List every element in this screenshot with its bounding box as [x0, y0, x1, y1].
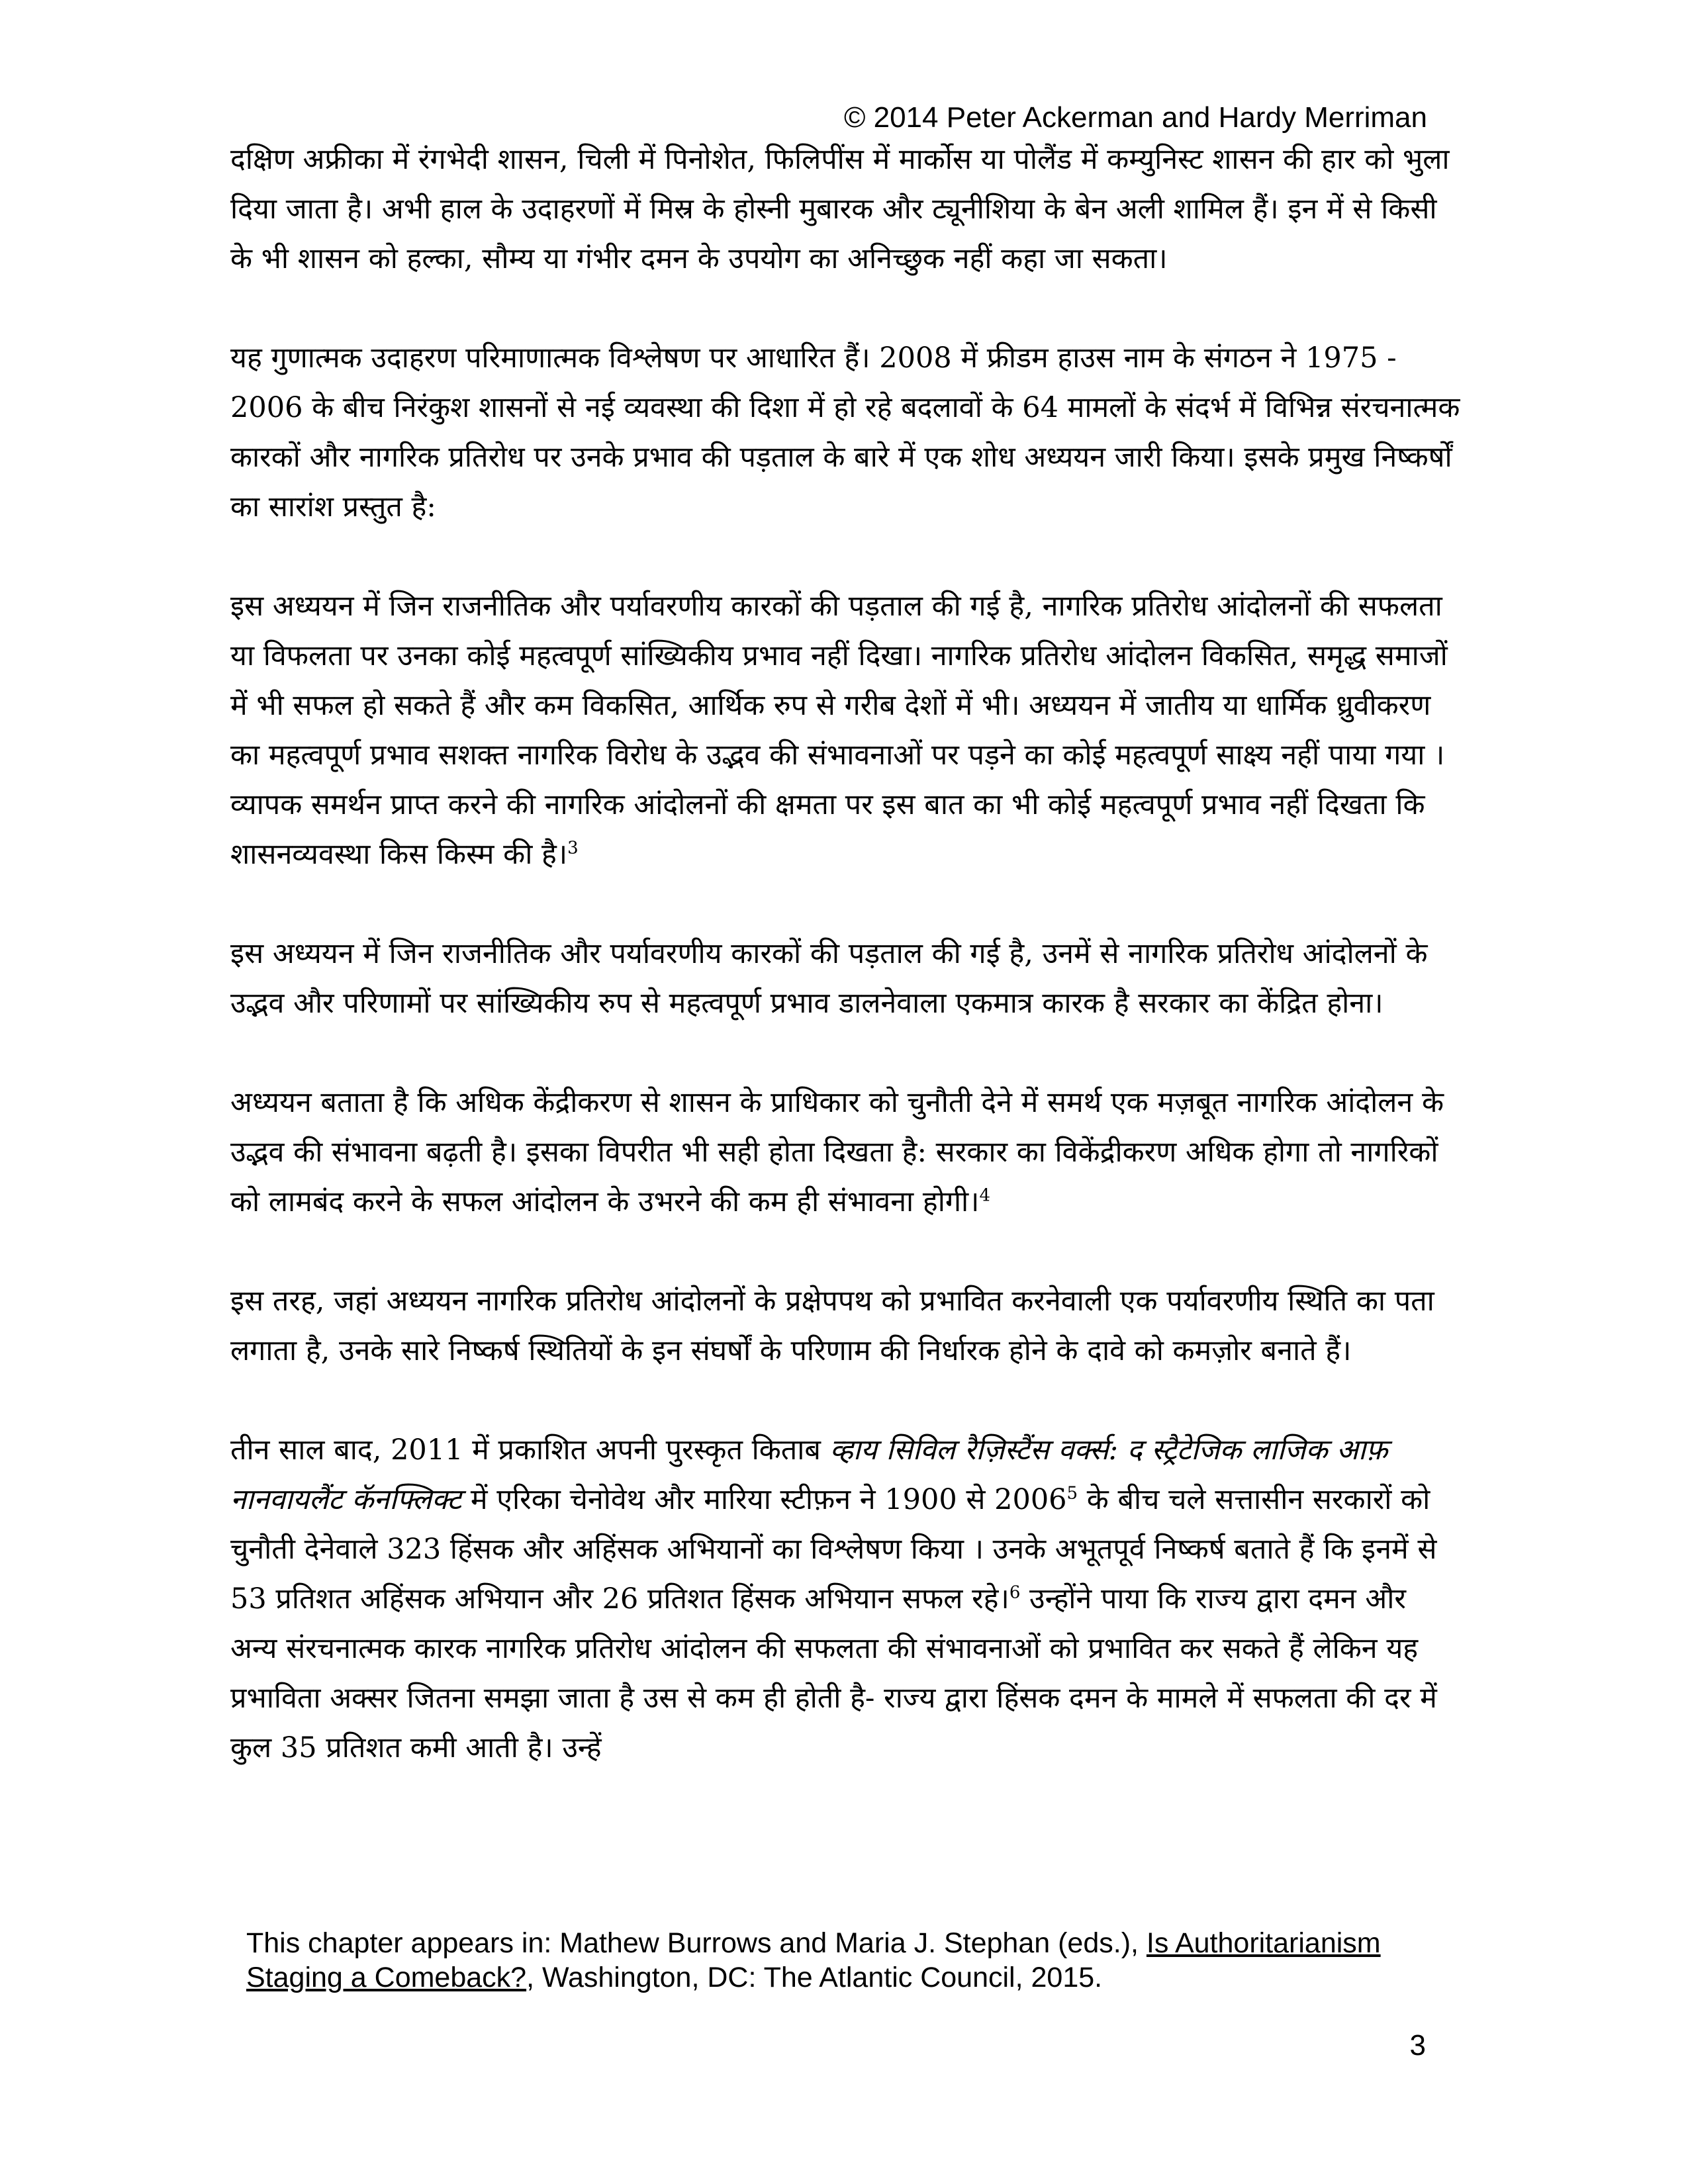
book-title: व्हाय सिविल रैज़िस्टैंस वर्क्स: द स्ट्रैटेजिक लाजिक आफ़ नानवायलैंट कॅनफ्लिक्ट	[230, 1433, 1388, 1516]
paragraph-5	[230, 1078, 1462, 1227]
paragraph-7-text-a: तीन साल बाद, 2011 में प्रकाशित अपनी पुरस्कृत किताब	[230, 1433, 830, 1467]
paragraph-7-text-d: उन्होंने पाया कि राज्य द्वारा दमन और अन्य संरचनात्मक कारक नागरिक प्रतिरोध आंदोलन की सफलता की संभावनाओं को प्रभावित कर सकते हैं लेकिन यह प्रभाविता अक्सर जितना समझा जाता है उस से कम ही होती है- राज्य द्वारा हिंसक दमन के मामले में सफलता की दर में कुल 35 प्रतिशत कमी आती है। उन्हें	[230, 1582, 1437, 1764]
source-note	[246, 1926, 1438, 1995]
source-prefix: This chapter appears in: Mathew Burrows and Maria J. Stephan (eds.),	[246, 1927, 1147, 1959]
paragraph-7	[230, 1426, 1462, 1773]
body-text	[230, 135, 1462, 1823]
footnote-ref-4[interactable]: 4	[979, 1185, 991, 1206]
footnote-ref-6[interactable]: 6	[1009, 1582, 1021, 1603]
page-number: 3	[1409, 2029, 1426, 2062]
footnote-ref-5[interactable]: 5	[1066, 1483, 1078, 1504]
paragraph-5-text: अध्ययन बताता है कि अधिक केंद्रीकरण से शासन के प्राधिकार को चुनौती देने में समर्थ एक मज़बूत नागरिक आंदोलन के उद्भव की संभावना बढ़ती है। इसका विपरीत भी सही होता दिखता है: सरकार का विकेंद्रीकरण अधिक होगा तो नागरिकों को लामबंद करने के सफल आंदोलन के उभरने की कम ही संभावना होगी।	[230, 1086, 1444, 1218]
paragraph-3-text: इस अध्ययन में जिन राजनीतिक और पर्यावरणीय कारकों की पड़ताल की गई है, नागरिक प्रतिरोध आंदोलनों की सफलता या विफलता पर उनका कोई महत्वपूर्ण सांख्यिकीय प्रभाव नहीं दिखा। नागरिक प्रतिरोध आंदोलन विकसित, समृद्ध समाजों में भी सफल हो सकते हैं और कम विकसित, आर्थिक रुप से गरीब देशों में भी। अध्ययन में जातीय या धार्मिक ध्रुवीकरण का महत्वपूर्ण प्रभाव सशक्त नागरिक विरोध के उद्भव की संभावनाओं पर पड़ने का कोई महत्वपूर्ण साक्ष्य नहीं पाया गया । व्यापक समर्थन प्राप्त करने की नागरिक आंदोलनों की क्षमता पर इस बात का भी कोई महत्वपूर्ण प्रभाव नहीं दिखता कि शासनव्यवस्था किस किस्म की है।	[230, 590, 1448, 871]
copyright-notice: © 2014 Peter Ackerman and Hardy Merriman	[843, 101, 1427, 134]
paragraph-7-text-c: के बीच चले सत्तासीन सरकारों को चुनौती देनेवाले 323 हिंसक और अहिंसक अभियानों का विश्लेषण किया । उनके अभूतपूर्व निष्कर्ष बताते हैं कि इनमें से 53 प्रतिशत अहिंसक अभियान और 26 प्रतिशत हिंसक अभियान सफल रहे।	[230, 1483, 1437, 1615]
paragraph-4: इस अध्ययन में जिन राजनीतिक और पर्यावरणीय कारकों की पड़ताल की गई है, उनमें से नागरिक प्रतिरोध आंदोलनों के उद्भव और परिणामों पर सांख्यिकीय रुप से महत्वपूर्ण प्रभाव डालनेवाला एकमात्र कारक है सरकार का केंद्रित होना।	[230, 937, 1428, 1020]
source-suffix: , Washington, DC: The Atlantic Council, 2015.	[526, 1962, 1103, 1993]
paragraph-6: इस तरह, जहां अध्ययन नागरिक प्रतिरोध आंदोलनों के प्रक्षेपपथ को प्रभावित करनेवाली एक पर्यावरणीय स्थिति का पता लगाता है, उनके सारे निष्कर्ष स्थितियों के इन संघर्षों के परिणाम की निर्धारक होने के दावे को कमज़ोर बनाते हैं।	[230, 1285, 1434, 1367]
paragraph-3	[230, 582, 1462, 880]
paragraph-7-text-b: में एरिका चेनोवेथ और मारिया स्टीफ़न ने 1900 से 2006	[461, 1483, 1067, 1516]
source-title-link[interactable]: Is Authoritarianism Staging a Comeback?	[246, 1927, 1381, 1993]
paragraph-2: यह गुणात्मक उदाहरण परिमाणात्मक विश्लेषण पर आधारित हैं। 2008 में फ्रीडम हाउस नाम के संगठन ने 1975 - 2006 के बीच निरंकुश शासनों से नई व्यवस्था की दिशा में हो रहे बदलावों के 64 मामलों के संदर्भ में विभिन्न संरचनात्मक कारकों और नागरिक प्रतिरोध पर उनके प्रभाव की पड़ताल के बारे में एक शोध अध्ययन जारी किया। इसके प्रमुख निष्कर्षों का सारांश प्रस्तुत है:	[230, 341, 1460, 523]
footnote-ref-3[interactable]: 3	[567, 838, 579, 858]
paragraph-1: दक्षिण अफ्रीका में रंगभेदी शासन, चिली में पिनोशेत, फिलिपींस में मार्कोस या पोलैंड में कम्युनिस्ट शासन की हार को भुला दिया जाता है। अभी हाल के उदाहरणों में मिस्र के होस्नी मुबारक और ट्यूनीशिया के बेन अली शामिल हैं। इन में से किसी के भी शासन को हल्का, सौम्य या गंभीर दमन के उपयोग का अनिच्छुक नहीं कहा जा सकता।	[230, 143, 1450, 275]
